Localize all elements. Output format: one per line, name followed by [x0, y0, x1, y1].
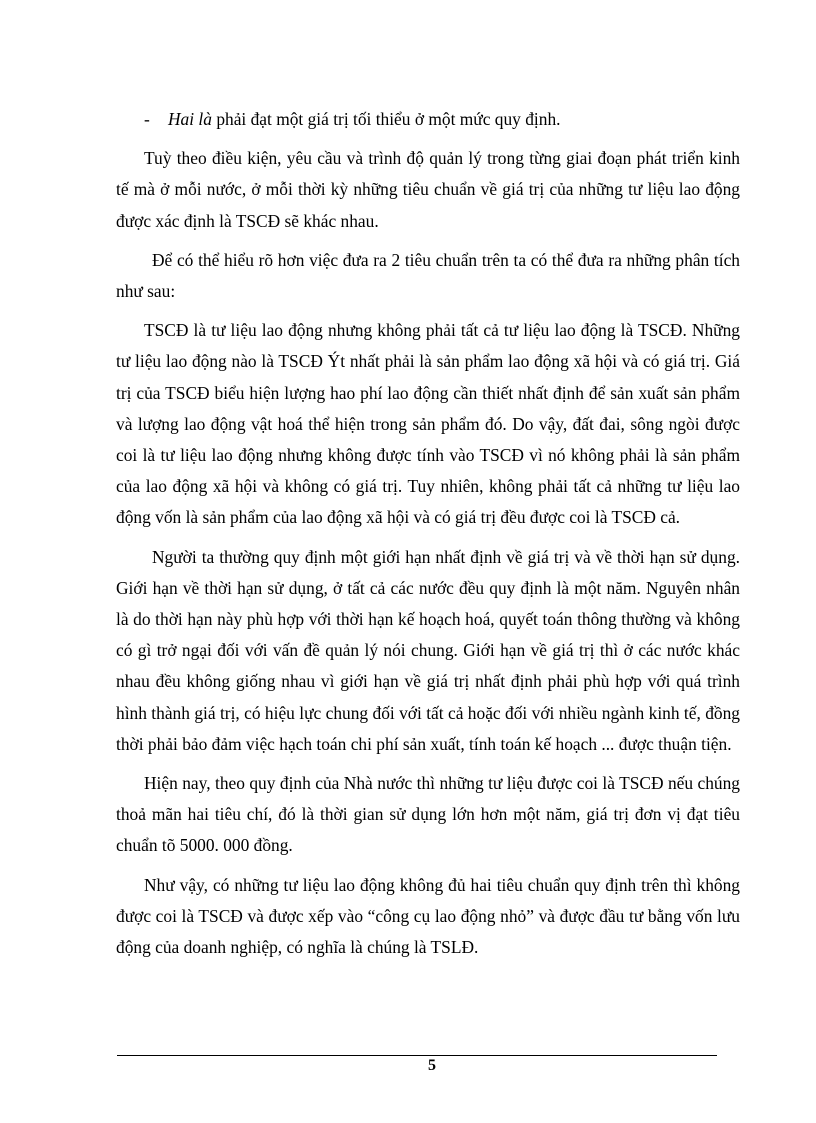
paragraph-3: TSCĐ là tư liệu lao động nhưng không phải tất cả tư liệu lao động là TSCĐ. Những tư liệu lao động nào là TSCĐ Ýt nhất phải là sản phẩm lao động xã hội và có giá trị. Giá trị của TSCĐ biểu hiện lượng hao phí lao động cần thiết nhất định để sản xuất sản phẩm và lượng lao động vật hoá thể hiện trong sản phẩm đó. Do vậy, đất đai, sông ngòi được coi là tư liệu lao động nhưng không được tính vào TSCĐ vì nó không phải là sản phẩm của lao động xã hội và không có giá trị. Tuy nhiên, không phải tất cả những tư liệu lao động vốn là sản phẩm của lao động xã hội và có giá trị đều được coi là TSCĐ cả. [116, 320, 740, 528]
page-number: 5 [428, 1057, 436, 1074]
bullet-item [116, 104, 740, 135]
paragraph-4: Người ta thường quy định một giới hạn nhất định về giá trị và về thời hạn sử dụng. Giới hạn về thời hạn sử dụng, ở tất cả các nước đều quy định là một năm. Nguyên nhân là do thời hạn này phù hợp với thời hạn kế hoạch hoá, quyết toán thông thường và không có gì trở ngại đối với vấn đề quản lý nói chung. Giới hạn về giá trị thì ở các nước khác nhau đều không giống nhau vì giới hạn về giá trị nhất định phải phù hợp với quá trình hình thành giá trị, có hiệu lực chung đối với tất cả hoặc đối với nhiều ngành kinh tế, đồng thời phải bảo đảm việc hạch toán chi phí sản xuất, tính toán kế hoạch ... được thuận tiện. [116, 546, 740, 754]
bullet-text: phải đạt một giá trị tối thiểu ở một mức quy định. [211, 109, 561, 129]
paragraph-2: Để có thể hiểu rõ hơn việc đưa ra 2 tiêu chuẩn trên ta có thể đưa ra những phân tích như sau: [116, 249, 740, 302]
body-text [116, 104, 740, 971]
paragraph-6: Như vậy, có những tư liệu lao động không đủ hai tiêu chuẩn quy định trên thì không được coi là TSCĐ và được xếp vào “công cụ lao động nhỏ” và được đầu tư bằng vốn lưu động của doanh nghiệp, có nghĩa là chúng là TSLĐ. [116, 874, 740, 958]
paragraph-5: Hiện nay, theo quy định của Nhà nước thì những tư liệu được coi là TSCĐ nếu chúng thoả mãn hai tiêu chí, đó là thời gian sử dụng lớn hơn một năm, giá trị đơn vị đạt tiêu chuẩn tõ 5000. 000 đồng. [116, 773, 740, 856]
bullet-lead-italic: Hai là [168, 109, 212, 129]
dash-bullet-icon: - [144, 109, 150, 129]
paragraph-1: Tuỳ theo điều kiện, yêu cầu và trình độ quản lý trong từng giai đoạn phát triển kinh tế mà ở mỗi nước, ở mỗi thời kỳ những tiêu chuẩn về giá trị của những tư liệu lao động được xác định là TSCĐ sẽ khác nhau. [116, 148, 740, 231]
